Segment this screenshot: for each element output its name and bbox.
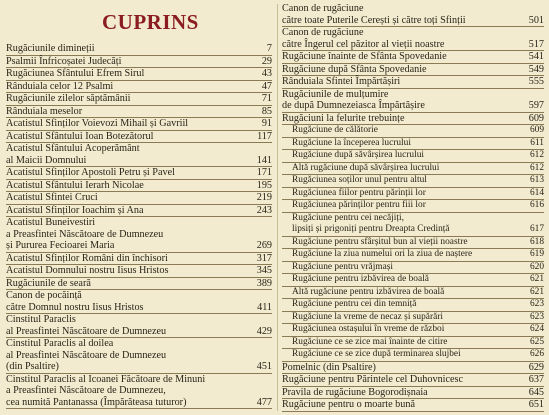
entry-page-number: 616 — [529, 200, 544, 210]
entry-page-number: 85 — [261, 105, 272, 117]
toc-entry[interactable] — [6, 180, 272, 193]
toc-entry[interactable] — [6, 205, 272, 218]
entry-page-number: 620 — [529, 261, 544, 272]
toc-subentry[interactable] — [282, 349, 544, 362]
toc-entry[interactable] — [282, 387, 544, 400]
entry-page-number: 609 — [528, 112, 544, 124]
toc-subentry[interactable] — [282, 150, 544, 163]
toc-subentry[interactable] — [282, 312, 544, 325]
toc-entry[interactable] — [6, 278, 272, 291]
entry-title: Acatistul Sfintei Cruci — [6, 192, 98, 203]
entry-page-number: 501 — [528, 14, 544, 26]
entry-page-number: 621 — [529, 286, 544, 297]
toc-entry[interactable] — [282, 76, 544, 89]
entry-page-number: 345 — [256, 265, 272, 276]
toc-entry[interactable] — [282, 3, 544, 27]
entry-title: Rugăciune de călătorie — [292, 125, 378, 135]
entry-title: Acatistul Sfinților Apostoli Petru și Pavel — [6, 167, 175, 178]
entry-title: Rugăciune ce se zice mai înainte de citire — [292, 336, 448, 347]
entry-page-number: 91 — [261, 118, 272, 129]
entry-title: Rugăciune după săvârșirea lucrului — [292, 150, 424, 160]
entry-title: Rugăciune pentru cei necăjiți, lipsiți și prigoniți pentru Dreapta Credință — [292, 212, 450, 234]
entry-page-number: 389 — [256, 277, 272, 289]
entry-page-number: 621 — [529, 274, 544, 284]
entry-page-number: 43 — [261, 68, 272, 79]
toc-entry[interactable] — [6, 118, 272, 131]
entry-title: Rugăciunile de seară — [6, 277, 91, 289]
toc-entry[interactable] — [282, 399, 544, 412]
entry-page-number: 429 — [256, 325, 272, 337]
entry-page-number: 117 — [257, 130, 272, 142]
toc-subentry[interactable] — [282, 287, 544, 300]
toc-entry[interactable] — [6, 56, 272, 69]
left-entries — [6, 43, 272, 409]
entry-title: Acatistul Sfinților Ioachim și Ana — [6, 204, 144, 216]
entry-title: Rugăciune pentru izbăvirea de boală — [292, 274, 429, 284]
toc-entry[interactable] — [6, 68, 272, 81]
toc-entry[interactable] — [282, 374, 544, 387]
entry-page-number: 243 — [256, 204, 272, 216]
toc-entry[interactable] — [6, 43, 272, 56]
entry-page-number: 637 — [528, 374, 544, 385]
entry-page-number: 626 — [529, 349, 544, 359]
toc-entry[interactable] — [6, 81, 272, 94]
entry-page-number: 623 — [529, 311, 544, 322]
entry-title: Acatistul Domnului nostru Iisus Hristos — [6, 265, 169, 276]
entry-page-number: 47 — [261, 80, 272, 92]
toc-entry[interactable] — [6, 143, 272, 167]
toc-subentry[interactable] — [282, 163, 544, 176]
entry-page-number: 613 — [529, 175, 544, 185]
toc-entry[interactable] — [6, 106, 272, 119]
entry-title: Rugăciune pentru sfârșitul bun al vieții noastre — [292, 236, 468, 247]
toc-subentry[interactable] — [282, 324, 544, 337]
entry-title: Cinstitul Paraclis al Icoanei Făcătoare de Minuni a Preasfintei Născătoare de Dumnezeu, cea numită Pantanassa (Împărăteasa tuturor) — [6, 373, 206, 408]
entry-title: Cinstitul Paraclis al Preasfintei Născătoare de Dumnezeu — [6, 314, 167, 337]
entry-title: Canon de rugăciune către Îngerul cel păzitor al vieții noastre — [282, 27, 445, 50]
entry-page-number: 29 — [261, 55, 272, 67]
toc-entry[interactable] — [6, 338, 272, 374]
entry-title: Canon de rugăciune către toate Puterile Cerești și către toți Sfinții — [282, 3, 466, 26]
entry-title: Rugăciune la începerea lucrului — [292, 137, 411, 148]
entry-page-number: 171 — [256, 167, 272, 178]
toc-entry[interactable] — [6, 131, 272, 144]
toc-subentry[interactable] — [282, 125, 544, 138]
entry-page-number: 597 — [528, 100, 544, 111]
entry-page-number: 549 — [528, 63, 544, 75]
entry-title: Rugăciune pentru cei din temniță — [292, 299, 417, 309]
entry-page-number: 71 — [261, 93, 272, 104]
toc-subentry[interactable] — [282, 249, 544, 262]
entry-title: Canon de pocăință către Domnul nostru Iisus Hristos — [6, 290, 144, 313]
toc-subentry[interactable] — [282, 188, 544, 201]
entry-page-number: 629 — [528, 361, 544, 373]
entry-page-number: 141 — [256, 154, 272, 166]
toc-subentry[interactable] — [282, 299, 544, 312]
entry-page-number: 7 — [266, 43, 272, 54]
toc-subentry[interactable] — [282, 237, 544, 250]
entry-page-number: 411 — [257, 301, 272, 313]
entry-page-number: 517 — [528, 38, 544, 50]
right-entries — [282, 3, 544, 412]
toc-entry[interactable] — [6, 217, 272, 253]
entry-page-number: 219 — [256, 192, 272, 203]
toc-subentry[interactable] — [282, 200, 544, 213]
entry-title: Rânduiala celor 12 Psalmi — [6, 80, 114, 92]
toc-subentry[interactable] — [282, 175, 544, 188]
entry-title: Rugăciunea soților unul pentru altul — [292, 175, 427, 185]
entry-title: Rugăciunile de mulțumire de după Dumnezeiasca Împărtășire — [282, 88, 425, 111]
entry-page-number: 617 — [529, 224, 544, 234]
toc-entry[interactable] — [6, 265, 272, 278]
toc-entry[interactable] — [6, 374, 272, 410]
entry-title: Altă rugăciune după săvârșirea lucrului — [292, 162, 440, 173]
entry-title: Rugăciuni la felurite trebuințe — [282, 112, 405, 124]
toc-entry[interactable] — [6, 192, 272, 205]
toc-entry[interactable] — [6, 314, 272, 338]
entry-title: Acatistul Buneivestiri a Preasfintei Născătoare de Dumnezeu și Pururea Fecioarei Maria — [6, 217, 164, 251]
entry-page-number: 651 — [528, 399, 544, 410]
entry-title: Rugăciunea ostașului în vreme de război — [292, 324, 445, 334]
entry-title: Acatistul Sfântului Ioan Botezătorul — [6, 130, 154, 142]
entry-title: Acatistul Sfinților Români din închisori — [6, 252, 168, 264]
entry-title: Rugăciunea părinților pentru fiii lor — [292, 200, 426, 210]
entry-page-number: 451 — [256, 361, 272, 372]
entry-page-number: 611 — [530, 137, 544, 148]
toc-entry[interactable] — [6, 167, 272, 180]
toc-subentry[interactable] — [282, 262, 544, 275]
entry-title: Rugăciune pentru o moarte bună — [282, 399, 415, 410]
entry-page-number: 612 — [529, 162, 544, 173]
entry-title: Cinstitul Paraclis al doilea al Preasfintei Născătoare de Dumnezeu (din Psaltire) — [6, 338, 167, 372]
entry-page-number: 609 — [529, 125, 544, 135]
entry-page-number: 317 — [256, 252, 272, 264]
toc-entry[interactable] — [282, 89, 544, 113]
entry-page-number: 612 — [529, 150, 544, 160]
entry-title: Rugăciunea Sfântului Efrem Sirul — [6, 68, 145, 79]
entry-page-number: 624 — [529, 324, 544, 334]
entry-page-number: 645 — [528, 386, 544, 398]
toc-entry[interactable] — [282, 362, 544, 375]
entry-page-number: 269 — [256, 240, 272, 251]
entry-title: Pomelnic (din Psaltire) — [282, 361, 376, 373]
entry-title: Rugăciune după Sfânta Spovedanie — [282, 63, 427, 75]
entry-page-number: 623 — [529, 299, 544, 309]
entry-title: Rânduiala Sfintei Împărtășiri — [282, 76, 401, 87]
entry-title: Rugăciune pentru Părintele cel Duhovnicesc — [282, 374, 464, 385]
page-title: CUPRINS — [102, 10, 199, 34]
entry-title: Acatistul Sfântului Acoperământ al Maicii Domnului — [6, 143, 140, 166]
entry-title: Rugăciune ce se zice după terminarea slujbei — [292, 349, 461, 359]
entry-page-number: 541 — [528, 51, 544, 62]
toc-entry[interactable] — [6, 253, 272, 266]
entry-page-number: 555 — [528, 76, 544, 87]
entry-title: Rugăciunile dimineții — [6, 43, 95, 54]
entry-title: Altă rugăciune pentru izbăvirea de boală — [292, 286, 445, 297]
toc-entry[interactable] — [282, 51, 544, 64]
toc-entry[interactable] — [282, 27, 544, 51]
entry-page-number: 477 — [256, 396, 272, 408]
toc-entry[interactable] — [282, 64, 544, 77]
toc-entry[interactable] — [6, 93, 272, 106]
entry-title: Rânduiala meselor — [6, 105, 83, 117]
entry-title: Rugăciunea fiilor pentru părinții lor — [292, 187, 426, 198]
entry-title: Acatistul Sfinților Voievozi Mihail și Gavriil — [6, 118, 189, 129]
toc-subentry[interactable] — [282, 274, 544, 287]
entry-page-number: 195 — [256, 179, 272, 191]
entry-page-number: 619 — [529, 249, 544, 259]
entry-title: Pravila de rugăciune Bogorodișnaia — [282, 386, 428, 398]
column-divider — [277, 4, 278, 411]
entry-title: Rugăciune la ziua numelui ori la ziua de naștere — [292, 249, 473, 259]
toc-subentry[interactable] — [282, 213, 544, 237]
entry-page-number: 625 — [529, 336, 544, 347]
entry-title: Rugăciune la vreme de necaz și supărări — [292, 311, 443, 322]
toc-subentry[interactable] — [282, 337, 544, 350]
entry-title: Psalmii Înfricoșatei Judecăți — [6, 55, 122, 67]
entry-title: Acatistul Sfântului Ierarh Nicolae — [6, 179, 144, 191]
entry-page-number: 614 — [529, 187, 544, 198]
entry-title: Rugăciune înainte de Sfânta Spovedanie — [282, 51, 447, 62]
entry-title: Rugăciune pentru vrăjmași — [292, 261, 394, 272]
entry-page-number: 618 — [529, 236, 544, 247]
toc-subentry[interactable] — [282, 138, 544, 151]
entry-title: Rugăciunile zilelor săptămânii — [6, 93, 131, 104]
toc-entry[interactable] — [6, 290, 272, 314]
toc-entry[interactable] — [282, 113, 544, 126]
